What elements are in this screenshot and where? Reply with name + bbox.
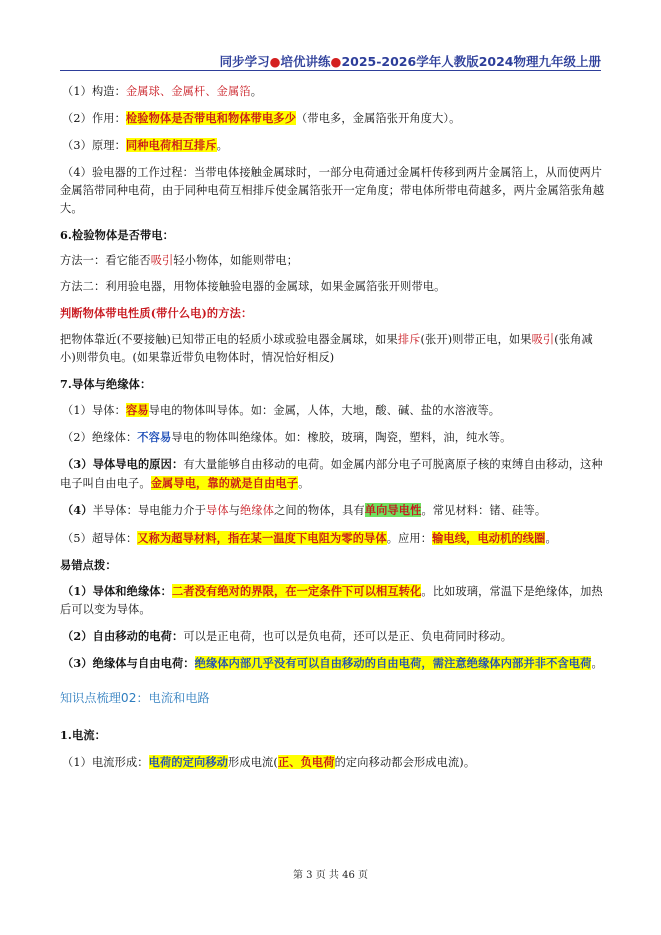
semiconductor-text-c: 。常见材料：锗、硅等。 <box>421 504 547 518</box>
semiconductor-conductor: 导体 <box>206 504 229 518</box>
principle-value: 同种电荷相互排斥 <box>125 138 217 153</box>
section-title: 知识点梳理02：电流和电路 <box>60 691 210 706</box>
mistake-three-highlight: 绝缘体内部几乎没有可以自由移动的自由电荷，需注意绝缘体内部并非不含电荷 <box>194 656 592 671</box>
conduction-reason-highlight: 金属导电，靠的就是自由电子 <box>150 476 299 491</box>
current-formation-text: 形成电流( <box>228 755 278 769</box>
conduction-reason-end: 。 <box>298 477 310 491</box>
header-dot-1: ● <box>269 54 281 69</box>
mistake-three-label: （3）绝缘体与自由电荷： <box>62 656 195 671</box>
judge-e: (张角减小)则带负电。(如果靠近带负电物体时，情况恰好相反) <box>60 332 593 364</box>
method-one-a: 方法一：看它能否 <box>60 253 151 267</box>
method-one-c: 轻小物体，如能则带电； <box>173 253 299 267</box>
header-title-b: 培优讲练 <box>280 54 331 69</box>
insulator-label: （2）绝缘体： <box>62 431 138 445</box>
process-paragraph: （4）验电器的工作过程：当带电体接触金属球时，一部分电荷通过金属杆传移到两片金属箔上，从而使两片金属箔带同种电荷，由于同种电荷互相排斥使金属箔张开一定角度；带电体所带电荷越多，两片金属箔张角越大。 <box>60 165 605 215</box>
semiconductor-text-b: 之间的物体，具有 <box>274 504 365 518</box>
principle-line <box>60 136 605 155</box>
method-two: 方法二：利用验电器，用物体接触验电器的金属球，如果金属箔张开则带电。 <box>60 280 446 294</box>
function-note: （带电多，金属箔张开角度大）。 <box>296 112 461 126</box>
construct-line <box>60 83 605 101</box>
header-dot-2: ● <box>330 54 342 69</box>
current-formation-charges: 正、负电荷 <box>277 754 335 769</box>
semiconductor-text-a: 半导体：导电能力介于 <box>92 504 206 518</box>
mistake-three-end: 。 <box>591 657 603 671</box>
page-content <box>60 83 605 780</box>
judge-a: 把物体靠近(不要接触)已知带正电的轻质小球或验电器金属球，如果 <box>60 332 398 346</box>
heading-easy-mistakes: 易错点拨： <box>60 557 117 572</box>
mistake-one <box>60 582 605 619</box>
semiconductor-unidirectional: 单向导电性 <box>364 503 422 518</box>
superconductor-label: （5）超导体： <box>62 531 138 545</box>
construct-label: （1）构造： <box>62 85 126 98</box>
mistake-two-text: 可以是正电荷，也可以是负电荷，还可以是正、负电荷同时移动。 <box>183 630 513 644</box>
function-line <box>60 109 605 128</box>
current-formation-highlight: 电荷的定向移动 <box>148 754 229 769</box>
semiconductor-insulator: 绝缘体 <box>240 504 275 518</box>
conductor-easy: 容易 <box>125 402 149 417</box>
conductor-text: 导电的物体叫导体。如：金属，人体，大地，酸、碱、盐的水溶液等。 <box>148 403 501 417</box>
heading-judge-charge: 判断物体带电性质(带什么电)的方法： <box>60 306 253 321</box>
judge-attract: 吸引 <box>531 332 555 346</box>
page-header <box>60 52 601 70</box>
superconductor-definition: 又称为超导材料，指在某一温度下电阻为零的导体 <box>137 530 387 545</box>
superconductor-application: 输电线，电动机的线圈 <box>432 530 546 545</box>
heading-conductor-insulator: 7.导体与绝缘体： <box>60 376 152 391</box>
function-value: 检验物体是否带电和物体带电多少 <box>125 111 297 126</box>
mistake-one-text: 。比如玻璃，常温下是绝缘体，加热后可以变为导体。 <box>60 585 603 616</box>
superconductor-end: 。 <box>545 531 557 545</box>
method-one-attract: 吸引 <box>150 253 174 267</box>
current-formation-end: 的定向移动都会形成电流)。 <box>334 755 476 769</box>
mistake-three <box>60 654 605 673</box>
heading-check-charge: 6.检验物体是否带电： <box>60 227 175 242</box>
construct-end: 。 <box>250 85 263 98</box>
superconductor-app-label: 。应用： <box>386 531 433 545</box>
semiconductor-and: 与 <box>228 504 241 518</box>
insulator-not-easy: 不容易 <box>137 430 172 445</box>
current-formation <box>60 753 605 772</box>
semiconductor-num: （4） <box>62 503 93 518</box>
principle-end: 。 <box>216 139 229 153</box>
conductor-label: （1）导体： <box>62 403 126 417</box>
mistake-one-label: （1）导体和绝缘体： <box>62 584 172 598</box>
superconductor-line <box>60 529 605 548</box>
conduction-reason-label: （3）导体导电的原因： <box>62 457 184 472</box>
judge-c: (张开)则带正电，如果 <box>420 332 532 346</box>
page-footer: 第 3 页 共 46 页 <box>293 870 368 881</box>
insulator-text: 导电的物体叫绝缘体。如：橡胶，玻璃，陶瓷，塑料，油，纯水等。 <box>171 431 512 445</box>
conductor-line <box>60 401 605 420</box>
header-title-a: 同步学习 <box>219 54 270 69</box>
function-label: （2）作用： <box>62 112 126 126</box>
judge-paragraph <box>60 331 605 367</box>
semiconductor-line <box>60 501 605 520</box>
conduction-reason <box>60 455 605 493</box>
mistake-one-highlight: 二者没有绝对的界限，在一定条件下可以相互转化 <box>171 584 422 598</box>
judge-repel: 排斥 <box>397 332 421 346</box>
heading-current: 1.电流： <box>60 728 106 743</box>
current-formation-label: （1）电流形成： <box>62 755 149 769</box>
header-title-c: 2025-2026学年人教版2024物理九年级上册 <box>341 54 601 69</box>
mistake-two <box>60 627 605 646</box>
mistake-two-label: （2）自由移动的电荷： <box>62 629 184 644</box>
construct-value: 金属球、金属杆、金属箔 <box>125 85 251 98</box>
conduction-reason-text: 有大量能够自由移动的电荷。如金属内部分电子可脱离原子核的束缚自由移动，这种电子叫自由电子。 <box>60 458 603 491</box>
header-divider <box>60 70 601 71</box>
principle-label: （3）原理： <box>62 139 126 153</box>
method-one <box>60 252 605 270</box>
insulator-line <box>60 428 605 447</box>
